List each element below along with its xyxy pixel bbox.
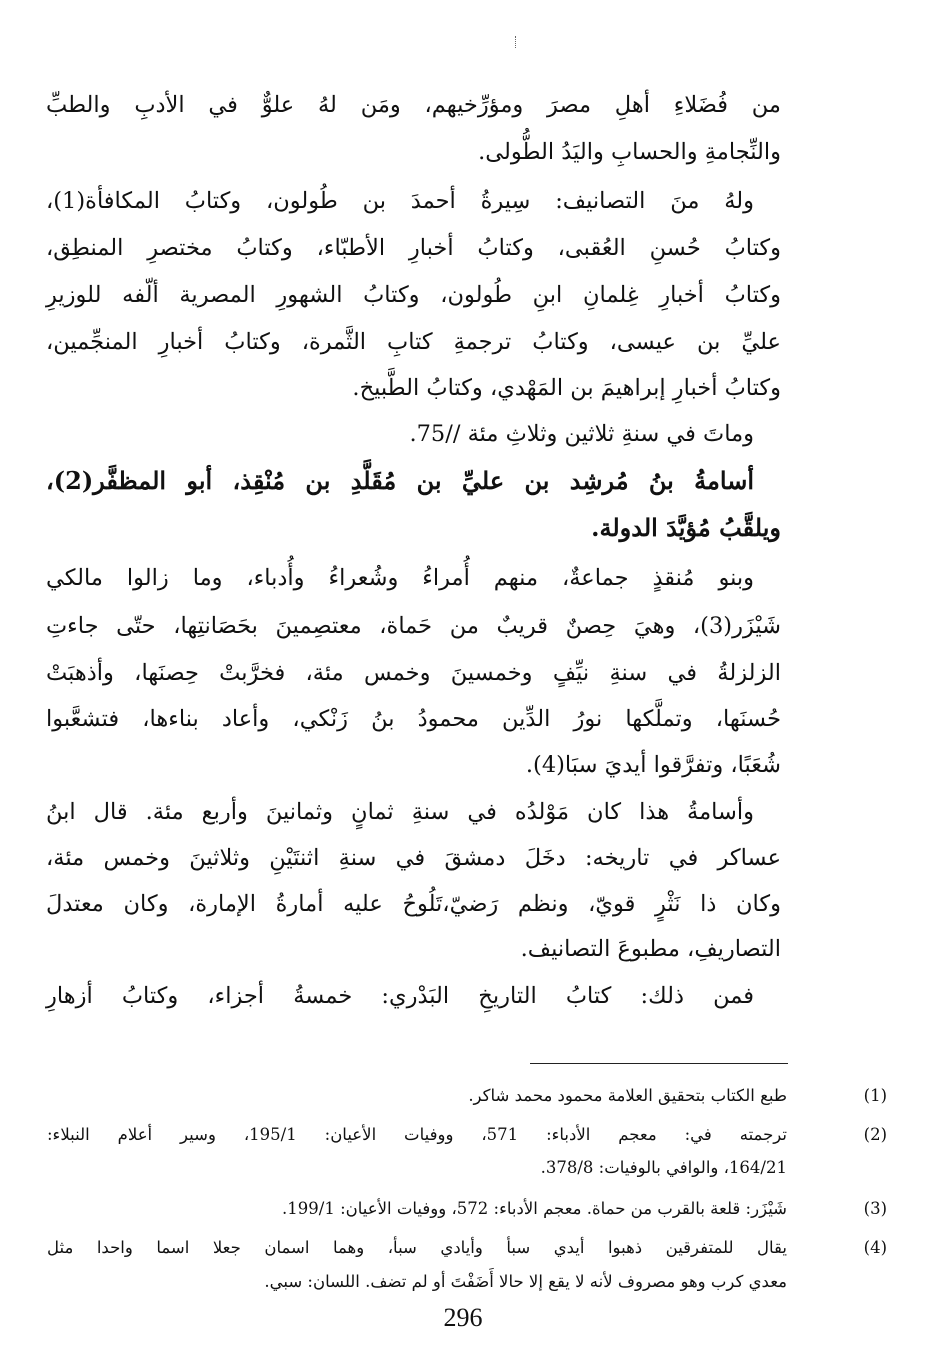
footnote-separator (530, 1063, 788, 1064)
footnote-number: (2) (863, 1125, 887, 1144)
footnote-text: 164/21، والوافي بالوفيات: 378/8. (540, 1158, 787, 1177)
footnote-text: شَيْزَر: قلعة بالقرب من حماة. معجم الأدباء: 572، ووفيات الأعيان: 199/1. (282, 1199, 787, 1218)
body-line: وكتابُ حُسنِ العُقبى، وكتابُ أخبارِ الأطبّاء، وكتابُ مختصرِ المنطِق، (46, 235, 781, 261)
footnote-text: معدي كرب وهو مصروف لأنه لا يقع إلا حالا أَضَفْتَ أو لم تضف. اللسان: سبي. (264, 1272, 787, 1291)
body-line: من فُضَلاءِ أهلِ مصرَ ومؤرِّخيهم، ومَن لهُ علوٌّ في الأدبِ والطبِّ (46, 92, 781, 118)
footnote-number: (4) (863, 1238, 887, 1257)
body-line: وكتابُ أخبارِ إبراهيمَ بن المَهْدي، وكتابُ الطَّبيخ. (352, 375, 781, 401)
entry-heading: ويلقَّبُ مُؤيَّدَ الدولة. (591, 513, 781, 542)
body-line: وبنو مُنقذٍ جماعةٌ، منهم أُمراءُ وشُعراءُ وأُدباء، وما زالوا مالكي (46, 565, 754, 591)
footnote-number: (1) (863, 1086, 887, 1105)
body-line: الزلزلةُ في سنةِ نيِّفٍ وخمسينَ وخمس مئة، فخرَّبتْ حِصنَها، وأذهبَتْ (46, 660, 781, 686)
footnote-text: يقال للمتفرقين ذهبوا أيدي سبأ وأيادي سبأ، وهما اسمان جعلا اسما واحدا مثل (47, 1238, 787, 1257)
body-line: فمن ذلك: كتابُ التاريخِ البَدْري: خمسةُ أجزاء، وكتابُ أزهارِ (46, 983, 754, 1009)
body-line: شَيْزَر(3)، وهيَ حِصنٌ قريبٌ من حَماة، معتصِمينَ بحَصَانتِها، حتّى جاءتِ (46, 613, 781, 639)
footnote-number: (3) (863, 1199, 887, 1218)
body-line: شُعَبًا، وتفرَّقوا أيديَ سبَا(4). (525, 752, 781, 778)
footnote-text: طبع الكتاب بتحقيق العلامة محمود محمد شاكر. (468, 1086, 787, 1105)
footnote-text: ترجمته في: معجم الأدباء: 571، ووفيات الأعيان: 195/1، وسير أعلام النبلاء: (47, 1125, 787, 1144)
entry-heading: أسامةُ بنُ مُرشِد بن عليِّ بن مُقَلَّدِ بن مُنْقِذ، أبو المظفَّر(2)، (46, 466, 754, 495)
top-mark (515, 36, 518, 48)
body-line: وكتابُ أخبارِ غِلمانِ ابنِ طُولون، وكتابُ الشهورِ المصرية ألّفه للوزيرِ (46, 282, 781, 308)
body-line: والنِّجامةِ والحسابِ واليَدُ الطُّولى. (478, 139, 781, 165)
body-line: وأسامةُ هذا كان مَوْلدُه في سنةِ ثمانٍ وثمانينَ وأربع مئة. قال ابنُ (46, 799, 754, 825)
body-line: ولهُ منَ التصانيف: سِيرةُ أحمدَ بن طُولون، وكتابُ المكافأة(1)، (46, 188, 754, 214)
body-line: وماتَ في سنةِ ثلاثين وثلاثِ مئة //75. (409, 421, 754, 447)
body-line: حُسنَها، وتملَّكها نورُ الدِّين محمودُ بنُ زَنْكي، وأعاد بناءها، فتشعَّبوا (46, 706, 781, 732)
body-line: التصاريفِ، مطبوعَ التصانيف. (520, 936, 781, 962)
body-line: عساكر في تاريخه: دخَلَ دمشقَ في سنةِ اثنتَيْنِ وثلاثينَ وخمس مئة، (46, 845, 781, 871)
page-number: 296 (443, 1303, 483, 1332)
body-line: عليِّ بن عيسى، وكتابُ ترجمةِ كتابِ الثَّمرة، وكتابُ أخبارِ المنجِّمين، (46, 329, 781, 355)
body-line: وكان ذا نَثْرٍ قويّ، ونظم رَضيّ،تَلُوحُ عليه أمارةُ الإمارة، وكان معتدلَ (46, 891, 781, 917)
